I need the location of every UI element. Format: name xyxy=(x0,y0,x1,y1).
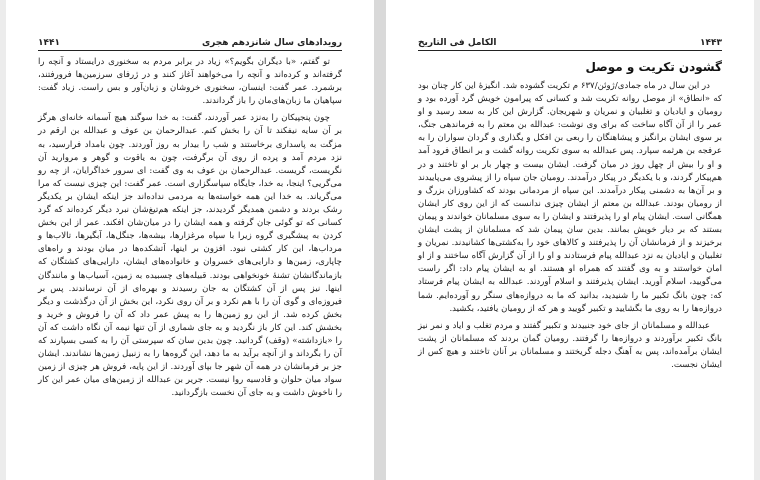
left-paragraph-1: تو گفتم، «با دیگران بگویم؟» زیاد در برابر مردم به سخنوری درایستاد و آنچه را گرفته‌اند و کرده‌اند و آنچه را می‌خواهند آغاز کنند و در ژرفای سرزمین‌ها فرورفتند، برشمرد. عمر گفت: اینسان، سخنوری خروشان و زبان‌آور و بس راست. زیاد گفت: سپاهیان ما زبان‌های‌مان را باز گرداندند. xyxy=(38,57,342,107)
right-page-header xyxy=(418,34,722,48)
left-page-number: ۱۴۴۱ xyxy=(38,38,60,48)
right-page-number: ۱۴۴۳ xyxy=(700,38,722,48)
right-header-rule xyxy=(418,50,722,51)
left-paragraph-2: چون پنجپیکان را به‌نزد عمر آوردند، گفت: به خدا سوگند هیچ آسمانه خانه‌ای هرگز بر آن سایه نیفکند تا آن را بخش کنم. عبدالرحمان بن عوف و عبدالله بن ارقم در مزگت به پاسداری برخاستند و شب را بیدار به روز آوردند. چون بامداد فرارسید، به نزد مردم آمد و پرده از روی آن برگرفت، چون به یاقوت و گوهر و مروارید آن نگریست، گریست. عبدالرحمان بن عوف به وی گفت: ای سرور خداگرایان، از چه رو می‌گریی؟ اینجا، به خدا، جایگاه سپاسگزاری است. عمر گفت: این چیزی نیست که مرا می‌گریاند. به خدا این همه خواسته‌ها به مردمی نداده‌اند جز اینکه ایشان بر یکدیگر رشک بردند و دشمن همدیگر گردیدند، جز اینکه هم‌تیغ‌شان نبرد دیگر کرده‌اند که گرد کسانی که تو گوئی جان گرفته و همه ایشان را در میان‌شان افکند. عمر از این بخش کردن به پیشگیری گروه زیرا با سپاه مرغزارها، بیشه‌ها، جنگل‌ها، آبگیرها، تالاب‌ها و مرداب‌ها، این کار کشتی نبود. افزون بر اینها، آتشکده‌ها در میان بودند و راه‌های چاپاری، زمین‌ها و دارایی‌های خسروان و خانواده‌های ایشان، دارایی‌های کشتگان که بازماندگانشان تشنهٔ خونخواهی بودند. قبیله‌های چسبیده به زمین، آسیاب‌ها و مانندگان اینها. نیز پس از آن کشتگان به جان رسیدند و بهره‌ای از آن نرساندند. پس بر فیروزه‌ای و گوی آن را با هم نکرد و بر آن روی نکرد، این بخش از آن درگذشت و دیگر بخش کرده شد. از این رو زمین‌ها را به پیش عمر داد که آن را فروش و خرید و بخشش کند. این کار باز نگردید و به جای شماری از آن تنها نیمه آن نگاه داشت که آن را «بازداشته» (وقف) گردانید. چون بدین سان که سپرستی آن را به کسی بسپارند که آن را بگرداند و از آنچه برآید به ما دهد، این گروه‌ها را به زنبیل زمین‌ها نشاندند. ایشان جز بر فرمانشان در همه آن شهر جا بپای آوردند. از این پایه، فروش هر چیزی از زمین سواد میان حلوان و قادسیه روا نیست. جریر بن عبدالله از زمین‌های میان عمر این کار را ناخوش داشت و به جای آن نخست بازگردانید. xyxy=(38,113,342,399)
left-page-header xyxy=(38,34,342,48)
right-paragraph-1: در این سال در ماه جمادی/ژوئن/۶۳۷ م تکریت گشوده شد. انگیزهٔ این کار چنان بود که «انطاق» از موصل روانه تکریت شد و کسانی که پیرامون خویش گرد آورده بود و رومیان و ایادیان و تغلبیان و نمریان و شهریجان. گزارش این کار به سعد رسید و او عمر را از آن آگاه ساخت که برای وی نوشت: عبدالله بن معتم را به فرماندهی جنگ، بر سوی ایشان برانگیز و پیشاهنگان را ربعی بن افکل و یگذاری و گردان سواران را به عرفجه بن هرثمه سپارد. پس عبدالله به سوی تکریت روانه گشت و بر انطاق فرود آمد و او را بیش از چهل روز در میان گرفت. ایشان بیست و چهار بار بر او تاختند و در هم‌پیکار گردند، و با یکدیگر در پیکار درآمدند. رومیان جان سپاه را از پیشروی می‌پاییدند و بر آن‌ها به دشمنی پیکار درآمدند. این سپاه از مردمانی بودند که کشاورزان بزرگ و از رومیان بودند. عبدالله بن معتم از ایشان چیزی ندانست که از این روی کار ایشان همگانی است. ایشان پیام او را پذیرفتند و ایشان را به سوی مسلمانان خواندند و پیمان بستند که بر دیار خویش بمانند. بدین سان پیمان شد که مسلمانان از پشت ایشان برخیزند و از فرمانشان آن را پذیرفتند و کالاهای خود را به‌کشتی‌ها کشانیدند. نمریان و تغلبیان و ایادیان به نزد عبدالله پیام فرستادند و او را از آن گزارش آگاه ساختند و از او امان خواستند و به وی گفتند که همراه او هستند. او به ایشان پیام داد: اگر راست می‌گویید، اسلام آورید. ایشان پذیرفتند و اسلام آوردند. عبدالله به ایشان پیام فرستاد که: چون بانگ تکبیر ما را شنیدید، بدانید که ما به دروازه‌های سنگر رو آورده‌ایم. شما دروازه‌ها را به روی ما بگشایید و تکبیر گویید و هر که از رومیان یافتید، بکشید. xyxy=(418,81,722,314)
right-book-page xyxy=(386,0,754,480)
left-running-title: رویدادهای سال شانزدهم هجری xyxy=(201,38,342,48)
right-paragraph-2: عبدالله و مسلمانان از جای خود جنبیدند و تکبیر گفتند و مردم تغلب و ایاد و نمر نیز بانگ تکبیر برآوردند و دروازه‌ها را گرفتند. رومیان گمان بردند که مسلمانان از پشت ایشان برآمده‌اند، پس به آهنگ دجله گریختند و مسلمانان بر آنان تاختند و هیچ کس از ایشان نجست. xyxy=(418,320,722,370)
left-book-page xyxy=(6,0,374,480)
right-body-text xyxy=(418,80,722,372)
left-body-text xyxy=(38,56,342,400)
book-gutter xyxy=(374,0,386,480)
section-title: گشودن تکریت و موصل xyxy=(585,60,722,74)
left-header-rule xyxy=(38,50,342,51)
right-running-title: الکامل فی التاریخ xyxy=(418,38,497,48)
